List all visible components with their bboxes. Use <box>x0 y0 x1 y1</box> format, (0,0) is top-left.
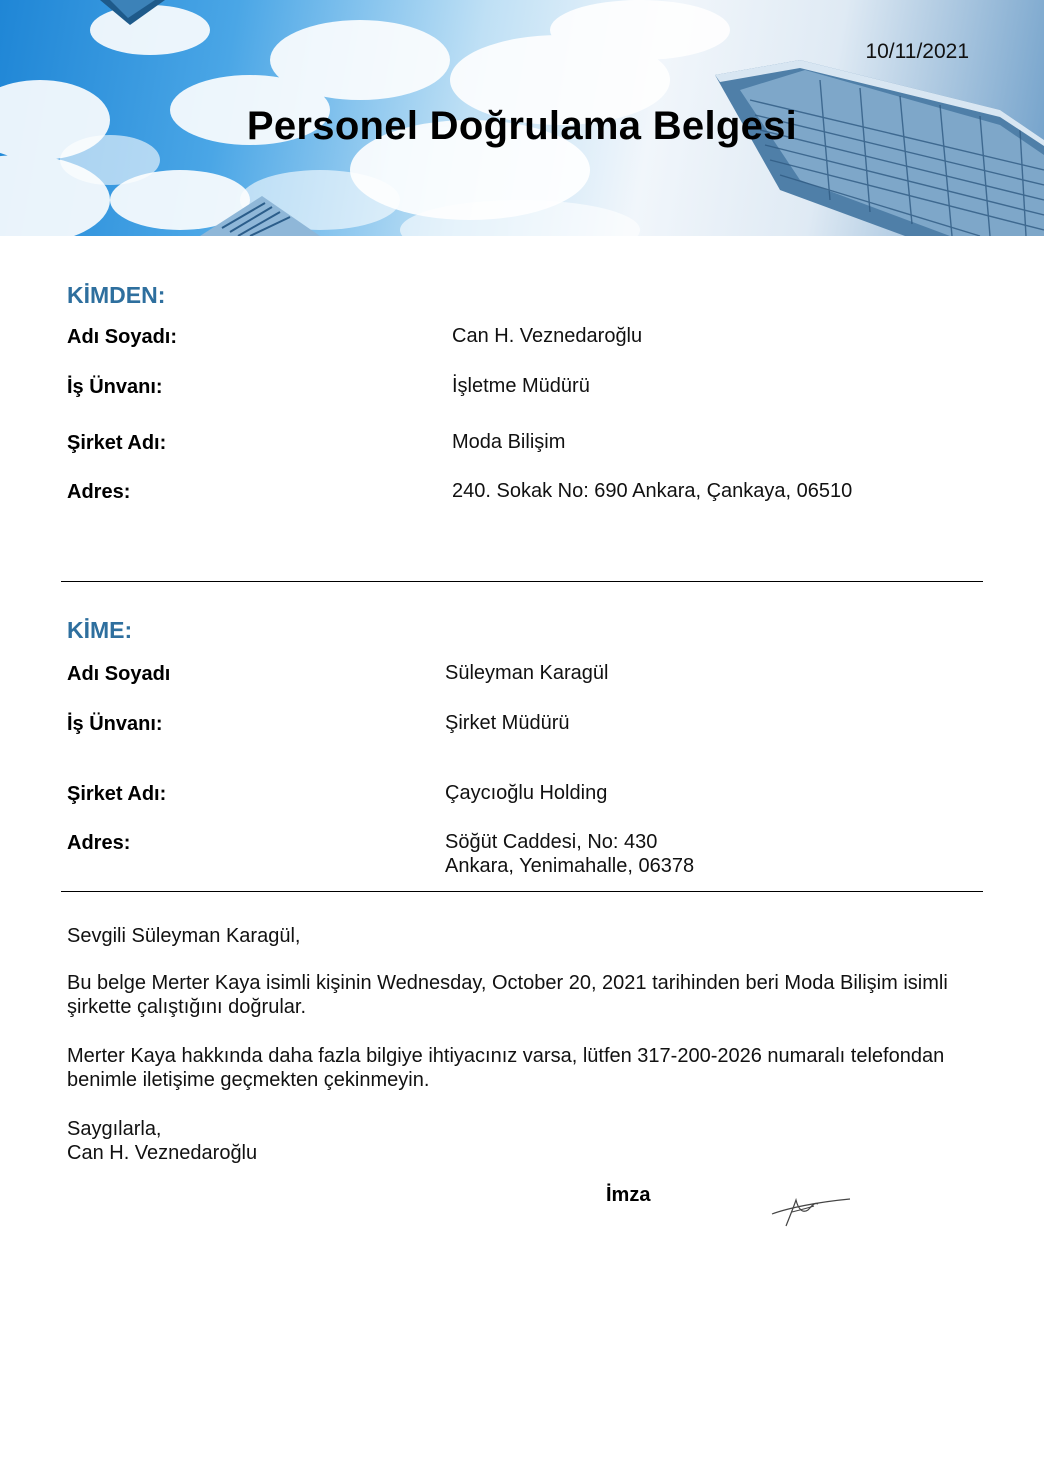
to-company-label: Şirket Adı: <box>67 783 167 805</box>
signature-label: İmza <box>606 1184 651 1206</box>
section-divider <box>61 581 983 582</box>
from-name-label: Adı Soyadı: <box>67 326 178 348</box>
from-heading: KİMDEN: <box>67 282 166 308</box>
to-address-line1: Söğüt Caddesi, No: 430 <box>445 831 658 853</box>
to-title-value: Şirket Müdürü <box>445 712 570 734</box>
from-title-label: İş Ünvanı: <box>67 376 163 398</box>
signature-image <box>768 1192 858 1232</box>
document-title: Personel Doğrulama Belgesi <box>246 104 798 148</box>
to-address-line2: Ankara, Yenimahalle, 06378 <box>445 855 695 877</box>
from-address-value: 240. Sokak No: 690 Ankara, Çankaya, 06510 <box>452 480 853 502</box>
from-title-value: İşletme Müdürü <box>452 375 590 397</box>
section-divider <box>61 891 983 892</box>
from-company-value: Moda Bilişim <box>452 431 566 453</box>
from-company-label: Şirket Adı: <box>67 432 167 454</box>
from-name-value: Can H. Veznedaroğlu <box>452 325 643 347</box>
from-address-label: Adres: <box>67 481 131 503</box>
to-heading: KİME: <box>67 617 133 643</box>
letter-paragraph-1: Bu belge Merter Kaya isimli kişinin Wednesday, October 20, 2021 tarihinden beri Moda Bilişim isimli şirkette çalıştığını doğrular. <box>67 972 948 1018</box>
to-company-value: Çaycıoğlu Holding <box>445 782 608 804</box>
to-title-label: İş Ünvanı: <box>67 713 163 735</box>
to-address-label: Adres: <box>67 832 131 854</box>
letter-closing-name: Can H. Veznedaroğlu <box>67 1142 258 1164</box>
letter-paragraph-2: Merter Kaya hakkında daha fazla bilgiye ihtiyacınız varsa, lütfen 317-200-2026 numaralı telefondan benimle iletişime geçmekten çekinmeyin. <box>67 1045 945 1091</box>
letter-closing: Saygılarla, <box>67 1118 162 1140</box>
to-name-label: Adı Soyadı <box>67 663 171 685</box>
to-name-value: Süleyman Karagül <box>445 662 609 684</box>
document-date: 10/11/2021 <box>865 40 969 63</box>
letter-greeting: Sevgili Süleyman Karagül, <box>67 925 301 947</box>
